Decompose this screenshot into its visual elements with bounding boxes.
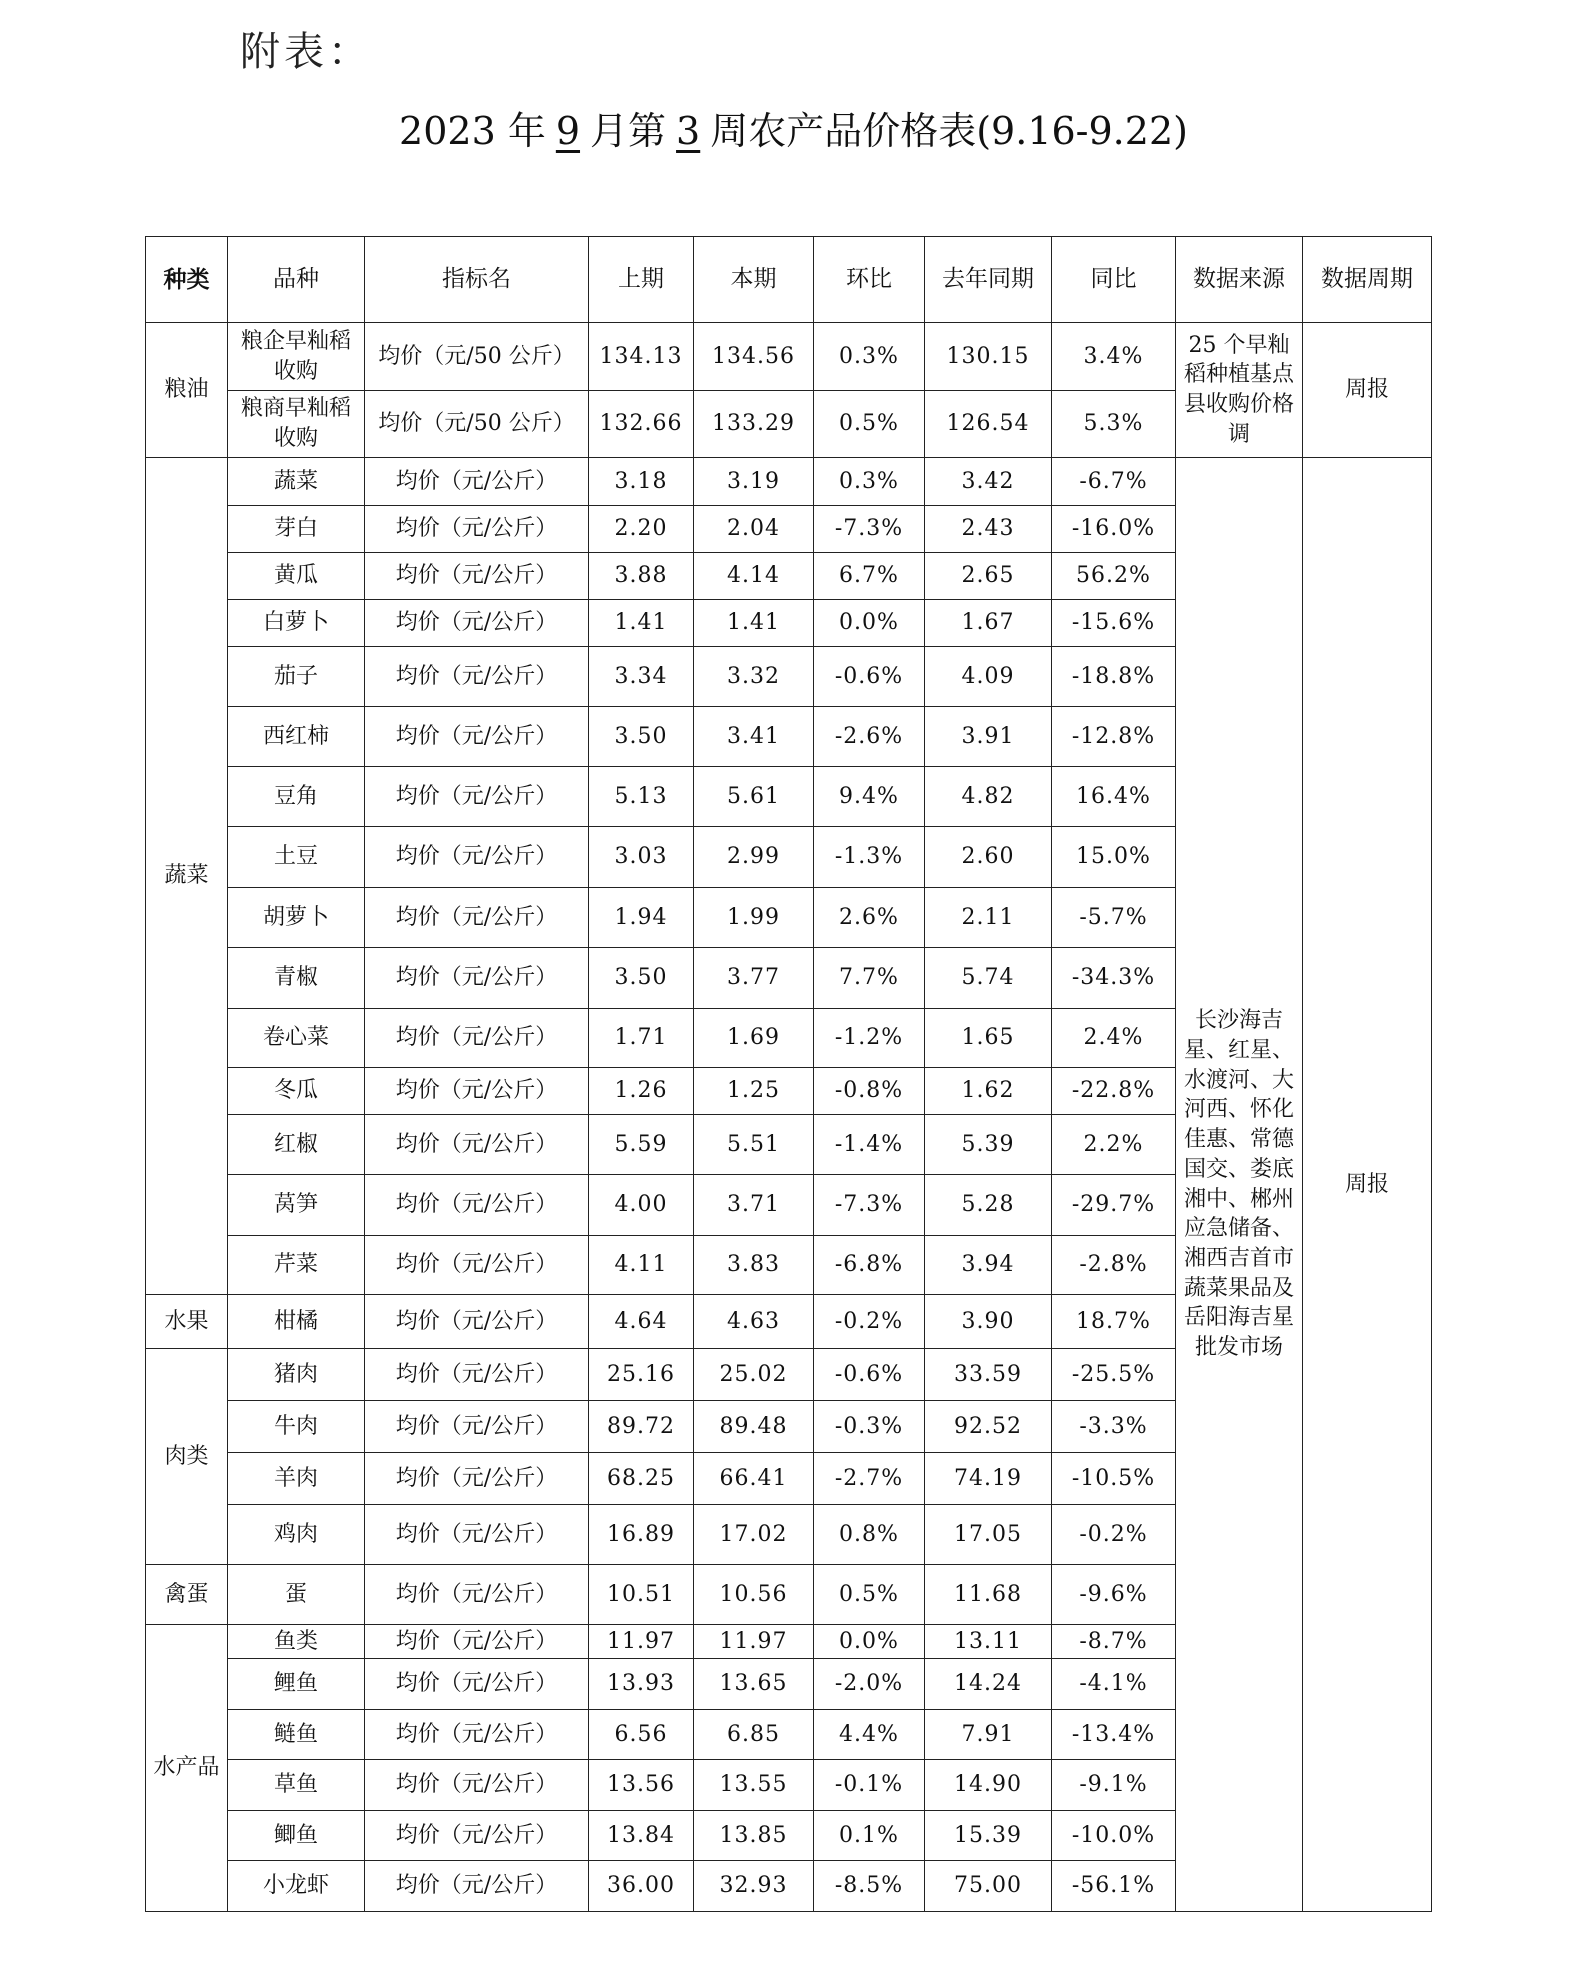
- variety-cell: 冬瓜: [228, 1068, 365, 1115]
- yoy-cell: -3.3%: [1052, 1401, 1176, 1453]
- indicator-cell: 均价（元/公斤）: [365, 1625, 589, 1659]
- indicator-cell: 均价（元/公斤）: [365, 1115, 589, 1175]
- category-cell: 粮油: [146, 323, 228, 458]
- data-period-cell: 周报: [1303, 458, 1432, 1912]
- last-year-cell: 5.74: [925, 948, 1052, 1009]
- last-year-cell: 14.90: [925, 1760, 1052, 1811]
- mom-cell: -0.3%: [814, 1401, 925, 1453]
- last-year-cell: 15.39: [925, 1811, 1052, 1861]
- curr-value-cell: 17.02: [694, 1505, 814, 1565]
- variety-cell: 草鱼: [228, 1760, 365, 1811]
- prev-value-cell: 5.59: [589, 1115, 694, 1175]
- last-year-cell: 1.67: [925, 600, 1052, 647]
- header-variety: 品种: [228, 237, 365, 323]
- indicator-cell: 均价（元/公斤）: [365, 1401, 589, 1453]
- prev-value-cell: 68.25: [589, 1453, 694, 1505]
- curr-value-cell: 3.77: [694, 948, 814, 1009]
- indicator-cell: 均价（元/公斤）: [365, 553, 589, 600]
- table-row: [146, 323, 1432, 391]
- last-year-cell: 3.94: [925, 1236, 1052, 1295]
- prev-value-cell: 134.13: [589, 323, 694, 391]
- prev-value-cell: 4.11: [589, 1236, 694, 1295]
- indicator-cell: 均价（元/公斤）: [365, 1295, 589, 1349]
- yoy-cell: -15.6%: [1052, 600, 1176, 647]
- mom-cell: 0.5%: [814, 1565, 925, 1625]
- category-cell: 禽蛋: [146, 1565, 228, 1625]
- mom-cell: -1.4%: [814, 1115, 925, 1175]
- mom-cell: 0.1%: [814, 1811, 925, 1861]
- table-body: [146, 237, 1432, 1912]
- last-year-cell: 5.28: [925, 1175, 1052, 1236]
- last-year-cell: 92.52: [925, 1401, 1052, 1453]
- prev-value-cell: 36.00: [589, 1861, 694, 1912]
- indicator-cell: 均价（元/公斤）: [365, 1710, 589, 1760]
- curr-value-cell: 133.29: [694, 391, 814, 458]
- last-year-cell: 3.90: [925, 1295, 1052, 1349]
- prev-value-cell: 1.26: [589, 1068, 694, 1115]
- yoy-cell: 16.4%: [1052, 767, 1176, 827]
- header-indicator: 指标名: [365, 237, 589, 323]
- indicator-cell: 均价（元/公斤）: [365, 767, 589, 827]
- variety-cell: 卷心菜: [228, 1009, 365, 1068]
- category-cell: 蔬菜: [146, 458, 228, 1295]
- variety-cell: 土豆: [228, 827, 365, 888]
- variety-cell: 莴笋: [228, 1175, 365, 1236]
- indicator-cell: 均价（元/公斤）: [365, 888, 589, 948]
- curr-value-cell: 2.04: [694, 506, 814, 553]
- variety-cell: 粮商早籼稻收购: [228, 391, 365, 458]
- curr-value-cell: 1.25: [694, 1068, 814, 1115]
- variety-cell: 黄瓜: [228, 553, 365, 600]
- title-prefix: 2023 年: [399, 109, 546, 153]
- prev-value-cell: 1.94: [589, 888, 694, 948]
- last-year-cell: 1.65: [925, 1009, 1052, 1068]
- curr-value-cell: 89.48: [694, 1401, 814, 1453]
- mom-cell: -0.2%: [814, 1295, 925, 1349]
- prev-value-cell: 13.56: [589, 1760, 694, 1811]
- category-cell: 水产品: [146, 1625, 228, 1912]
- last-year-cell: 7.91: [925, 1710, 1052, 1760]
- table-row: [146, 458, 1432, 506]
- yoy-cell: 3.4%: [1052, 323, 1176, 391]
- last-year-cell: 17.05: [925, 1505, 1052, 1565]
- prev-value-cell: 3.50: [589, 707, 694, 767]
- yoy-cell: -12.8%: [1052, 707, 1176, 767]
- variety-cell: 西红柿: [228, 707, 365, 767]
- last-year-cell: 2.60: [925, 827, 1052, 888]
- yoy-cell: -56.1%: [1052, 1861, 1176, 1912]
- indicator-cell: 均价（元/公斤）: [365, 458, 589, 506]
- yoy-cell: -8.7%: [1052, 1625, 1176, 1659]
- mom-cell: -2.7%: [814, 1453, 925, 1505]
- indicator-cell: 均价（元/公斤）: [365, 948, 589, 1009]
- prev-value-cell: 13.84: [589, 1811, 694, 1861]
- variety-cell: 蛋: [228, 1565, 365, 1625]
- curr-value-cell: 5.61: [694, 767, 814, 827]
- curr-value-cell: 32.93: [694, 1861, 814, 1912]
- price-table: [145, 236, 1432, 1912]
- variety-cell: 芹菜: [228, 1236, 365, 1295]
- variety-cell: 鱼类: [228, 1625, 365, 1659]
- prev-value-cell: 3.50: [589, 948, 694, 1009]
- last-year-cell: 11.68: [925, 1565, 1052, 1625]
- yoy-cell: -0.2%: [1052, 1505, 1176, 1565]
- prev-value-cell: 3.34: [589, 647, 694, 707]
- mom-cell: -2.0%: [814, 1659, 925, 1710]
- yoy-cell: -18.8%: [1052, 647, 1176, 707]
- prev-value-cell: 16.89: [589, 1505, 694, 1565]
- mom-cell: -0.1%: [814, 1760, 925, 1811]
- yoy-cell: -5.7%: [1052, 888, 1176, 948]
- yoy-cell: -9.1%: [1052, 1760, 1176, 1811]
- header-source: 数据来源: [1176, 237, 1303, 323]
- last-year-cell: 75.00: [925, 1861, 1052, 1912]
- indicator-cell: 均价（元/公斤）: [365, 647, 589, 707]
- data-source-cell: 25 个早籼稻种植基点县收购价格调: [1176, 323, 1303, 458]
- mom-cell: -0.6%: [814, 647, 925, 707]
- curr-value-cell: 1.69: [694, 1009, 814, 1068]
- indicator-cell: 均价（元/公斤）: [365, 1236, 589, 1295]
- variety-cell: 胡萝卜: [228, 888, 365, 948]
- variety-cell: 柑橘: [228, 1295, 365, 1349]
- prev-value-cell: 25.16: [589, 1349, 694, 1401]
- yoy-cell: 18.7%: [1052, 1295, 1176, 1349]
- indicator-cell: 均价（元/公斤）: [365, 600, 589, 647]
- last-year-cell: 1.62: [925, 1068, 1052, 1115]
- mom-cell: 4.4%: [814, 1710, 925, 1760]
- indicator-cell: 均价（元/50 公斤）: [365, 391, 589, 458]
- variety-cell: 鸡肉: [228, 1505, 365, 1565]
- mom-cell: 0.3%: [814, 458, 925, 506]
- prev-value-cell: 10.51: [589, 1565, 694, 1625]
- curr-value-cell: 2.99: [694, 827, 814, 888]
- last-year-cell: 13.11: [925, 1625, 1052, 1659]
- header-row: [146, 237, 1432, 323]
- header-mom: 环比: [814, 237, 925, 323]
- mom-cell: 0.0%: [814, 1625, 925, 1659]
- title-week: 3: [676, 109, 701, 153]
- variety-cell: 粮企早籼稻收购: [228, 323, 365, 391]
- indicator-cell: 均价（元/公斤）: [365, 707, 589, 767]
- variety-cell: 小龙虾: [228, 1861, 365, 1912]
- mom-cell: 6.7%: [814, 553, 925, 600]
- mom-cell: 0.0%: [814, 600, 925, 647]
- curr-value-cell: 4.14: [694, 553, 814, 600]
- variety-cell: 青椒: [228, 948, 365, 1009]
- data-period-cell: 周报: [1303, 323, 1432, 458]
- mom-cell: 7.7%: [814, 948, 925, 1009]
- header-category: 种类: [146, 237, 228, 323]
- prev-value-cell: 3.18: [589, 458, 694, 506]
- last-year-cell: 14.24: [925, 1659, 1052, 1710]
- curr-value-cell: 25.02: [694, 1349, 814, 1401]
- prev-value-cell: 11.97: [589, 1625, 694, 1659]
- curr-value-cell: 3.41: [694, 707, 814, 767]
- curr-value-cell: 3.71: [694, 1175, 814, 1236]
- header-curr: 本期: [694, 237, 814, 323]
- mom-cell: -1.2%: [814, 1009, 925, 1068]
- yoy-cell: -9.6%: [1052, 1565, 1176, 1625]
- last-year-cell: 33.59: [925, 1349, 1052, 1401]
- curr-value-cell: 11.97: [694, 1625, 814, 1659]
- mom-cell: 0.8%: [814, 1505, 925, 1565]
- header-prev: 上期: [589, 237, 694, 323]
- mom-cell: -8.5%: [814, 1861, 925, 1912]
- title-month: 9: [555, 109, 581, 153]
- variety-cell: 蔬菜: [228, 458, 365, 506]
- prev-value-cell: 132.66: [589, 391, 694, 458]
- variety-cell: 羊肉: [228, 1453, 365, 1505]
- last-year-cell: 3.42: [925, 458, 1052, 506]
- indicator-cell: 均价（元/公斤）: [365, 1811, 589, 1861]
- header-yoy: 同比: [1052, 237, 1176, 323]
- mom-cell: 0.5%: [814, 391, 925, 458]
- header-last-year: 去年同期: [925, 237, 1052, 323]
- yoy-cell: -34.3%: [1052, 948, 1176, 1009]
- title-suffix: 周农产品价格表(9.16-9.22): [710, 109, 1188, 153]
- mom-cell: -2.6%: [814, 707, 925, 767]
- prev-value-cell: 4.64: [589, 1295, 694, 1349]
- curr-value-cell: 134.56: [694, 323, 814, 391]
- yoy-cell: 56.2%: [1052, 553, 1176, 600]
- yoy-cell: -2.8%: [1052, 1236, 1176, 1295]
- variety-cell: 白萝卜: [228, 600, 365, 647]
- last-year-cell: 126.54: [925, 391, 1052, 458]
- indicator-cell: 均价（元/公斤）: [365, 1565, 589, 1625]
- indicator-cell: 均价（元/公斤）: [365, 1349, 589, 1401]
- prev-value-cell: 1.71: [589, 1009, 694, 1068]
- mom-cell: -7.3%: [814, 1175, 925, 1236]
- yoy-cell: 2.4%: [1052, 1009, 1176, 1068]
- mom-cell: 0.3%: [814, 323, 925, 391]
- yoy-cell: -6.7%: [1052, 458, 1176, 506]
- prev-value-cell: 3.03: [589, 827, 694, 888]
- curr-value-cell: 6.85: [694, 1710, 814, 1760]
- category-cell: 水果: [146, 1295, 228, 1349]
- variety-cell: 豆角: [228, 767, 365, 827]
- last-year-cell: 4.82: [925, 767, 1052, 827]
- curr-value-cell: 1.99: [694, 888, 814, 948]
- indicator-cell: 均价（元/公斤）: [365, 1760, 589, 1811]
- curr-value-cell: 3.32: [694, 647, 814, 707]
- prev-value-cell: 2.20: [589, 506, 694, 553]
- variety-cell: 芽白: [228, 506, 365, 553]
- mom-cell: 2.6%: [814, 888, 925, 948]
- variety-cell: 茄子: [228, 647, 365, 707]
- mom-cell: -7.3%: [814, 506, 925, 553]
- indicator-cell: 均价（元/公斤）: [365, 1009, 589, 1068]
- indicator-cell: 均价（元/公斤）: [365, 1453, 589, 1505]
- prev-value-cell: 5.13: [589, 767, 694, 827]
- title-mid: 月第: [590, 109, 667, 153]
- variety-cell: 鲫鱼: [228, 1811, 365, 1861]
- prev-value-cell: 1.41: [589, 600, 694, 647]
- last-year-cell: 2.43: [925, 506, 1052, 553]
- yoy-cell: -22.8%: [1052, 1068, 1176, 1115]
- last-year-cell: 3.91: [925, 707, 1052, 767]
- variety-cell: 牛肉: [228, 1401, 365, 1453]
- mom-cell: -6.8%: [814, 1236, 925, 1295]
- indicator-cell: 均价（元/公斤）: [365, 1068, 589, 1115]
- mom-cell: -1.3%: [814, 827, 925, 888]
- prev-value-cell: 3.88: [589, 553, 694, 600]
- page-title: [0, 100, 1587, 155]
- mom-cell: -0.6%: [814, 1349, 925, 1401]
- mom-cell: -0.8%: [814, 1068, 925, 1115]
- curr-value-cell: 13.85: [694, 1811, 814, 1861]
- yoy-cell: 15.0%: [1052, 827, 1176, 888]
- curr-value-cell: 3.83: [694, 1236, 814, 1295]
- indicator-cell: 均价（元/公斤）: [365, 1861, 589, 1912]
- prev-value-cell: 6.56: [589, 1710, 694, 1760]
- variety-cell: 红椒: [228, 1115, 365, 1175]
- yoy-cell: 5.3%: [1052, 391, 1176, 458]
- yoy-cell: -16.0%: [1052, 506, 1176, 553]
- last-year-cell: 4.09: [925, 647, 1052, 707]
- last-year-cell: 2.11: [925, 888, 1052, 948]
- data-source-cell: 长沙海吉星、红星、水渡河、大河西、怀化佳惠、常德国交、娄底湘中、郴州应急储备、湘西吉首市蔬菜果品及岳阳海吉星批发市场: [1176, 458, 1303, 1912]
- indicator-cell: 均价（元/公斤）: [365, 827, 589, 888]
- indicator-cell: 均价（元/公斤）: [365, 1659, 589, 1710]
- curr-value-cell: 13.55: [694, 1760, 814, 1811]
- curr-value-cell: 10.56: [694, 1565, 814, 1625]
- yoy-cell: -13.4%: [1052, 1710, 1176, 1760]
- curr-value-cell: 3.19: [694, 458, 814, 506]
- indicator-cell: 均价（元/公斤）: [365, 1175, 589, 1236]
- last-year-cell: 2.65: [925, 553, 1052, 600]
- yoy-cell: -25.5%: [1052, 1349, 1176, 1401]
- prev-value-cell: 4.00: [589, 1175, 694, 1236]
- curr-value-cell: 1.41: [694, 600, 814, 647]
- yoy-cell: -10.5%: [1052, 1453, 1176, 1505]
- mom-cell: 9.4%: [814, 767, 925, 827]
- curr-value-cell: 5.51: [694, 1115, 814, 1175]
- curr-value-cell: 13.65: [694, 1659, 814, 1710]
- last-year-cell: 130.15: [925, 323, 1052, 391]
- last-year-cell: 5.39: [925, 1115, 1052, 1175]
- curr-value-cell: 4.63: [694, 1295, 814, 1349]
- variety-cell: 鲤鱼: [228, 1659, 365, 1710]
- variety-cell: 猪肉: [228, 1349, 365, 1401]
- yoy-cell: -29.7%: [1052, 1175, 1176, 1236]
- variety-cell: 鲢鱼: [228, 1710, 365, 1760]
- yoy-cell: 2.2%: [1052, 1115, 1176, 1175]
- yoy-cell: -10.0%: [1052, 1811, 1176, 1861]
- indicator-cell: 均价（元/公斤）: [365, 1505, 589, 1565]
- curr-value-cell: 66.41: [694, 1453, 814, 1505]
- yoy-cell: -4.1%: [1052, 1659, 1176, 1710]
- last-year-cell: 74.19: [925, 1453, 1052, 1505]
- indicator-cell: 均价（元/50 公斤）: [365, 323, 589, 391]
- header-period: 数据周期: [1303, 237, 1432, 323]
- prev-value-cell: 13.93: [589, 1659, 694, 1710]
- prev-value-cell: 89.72: [589, 1401, 694, 1453]
- category-cell: 肉类: [146, 1349, 228, 1565]
- indicator-cell: 均价（元/公斤）: [365, 506, 589, 553]
- appendix-label: 附表：: [240, 29, 372, 75]
